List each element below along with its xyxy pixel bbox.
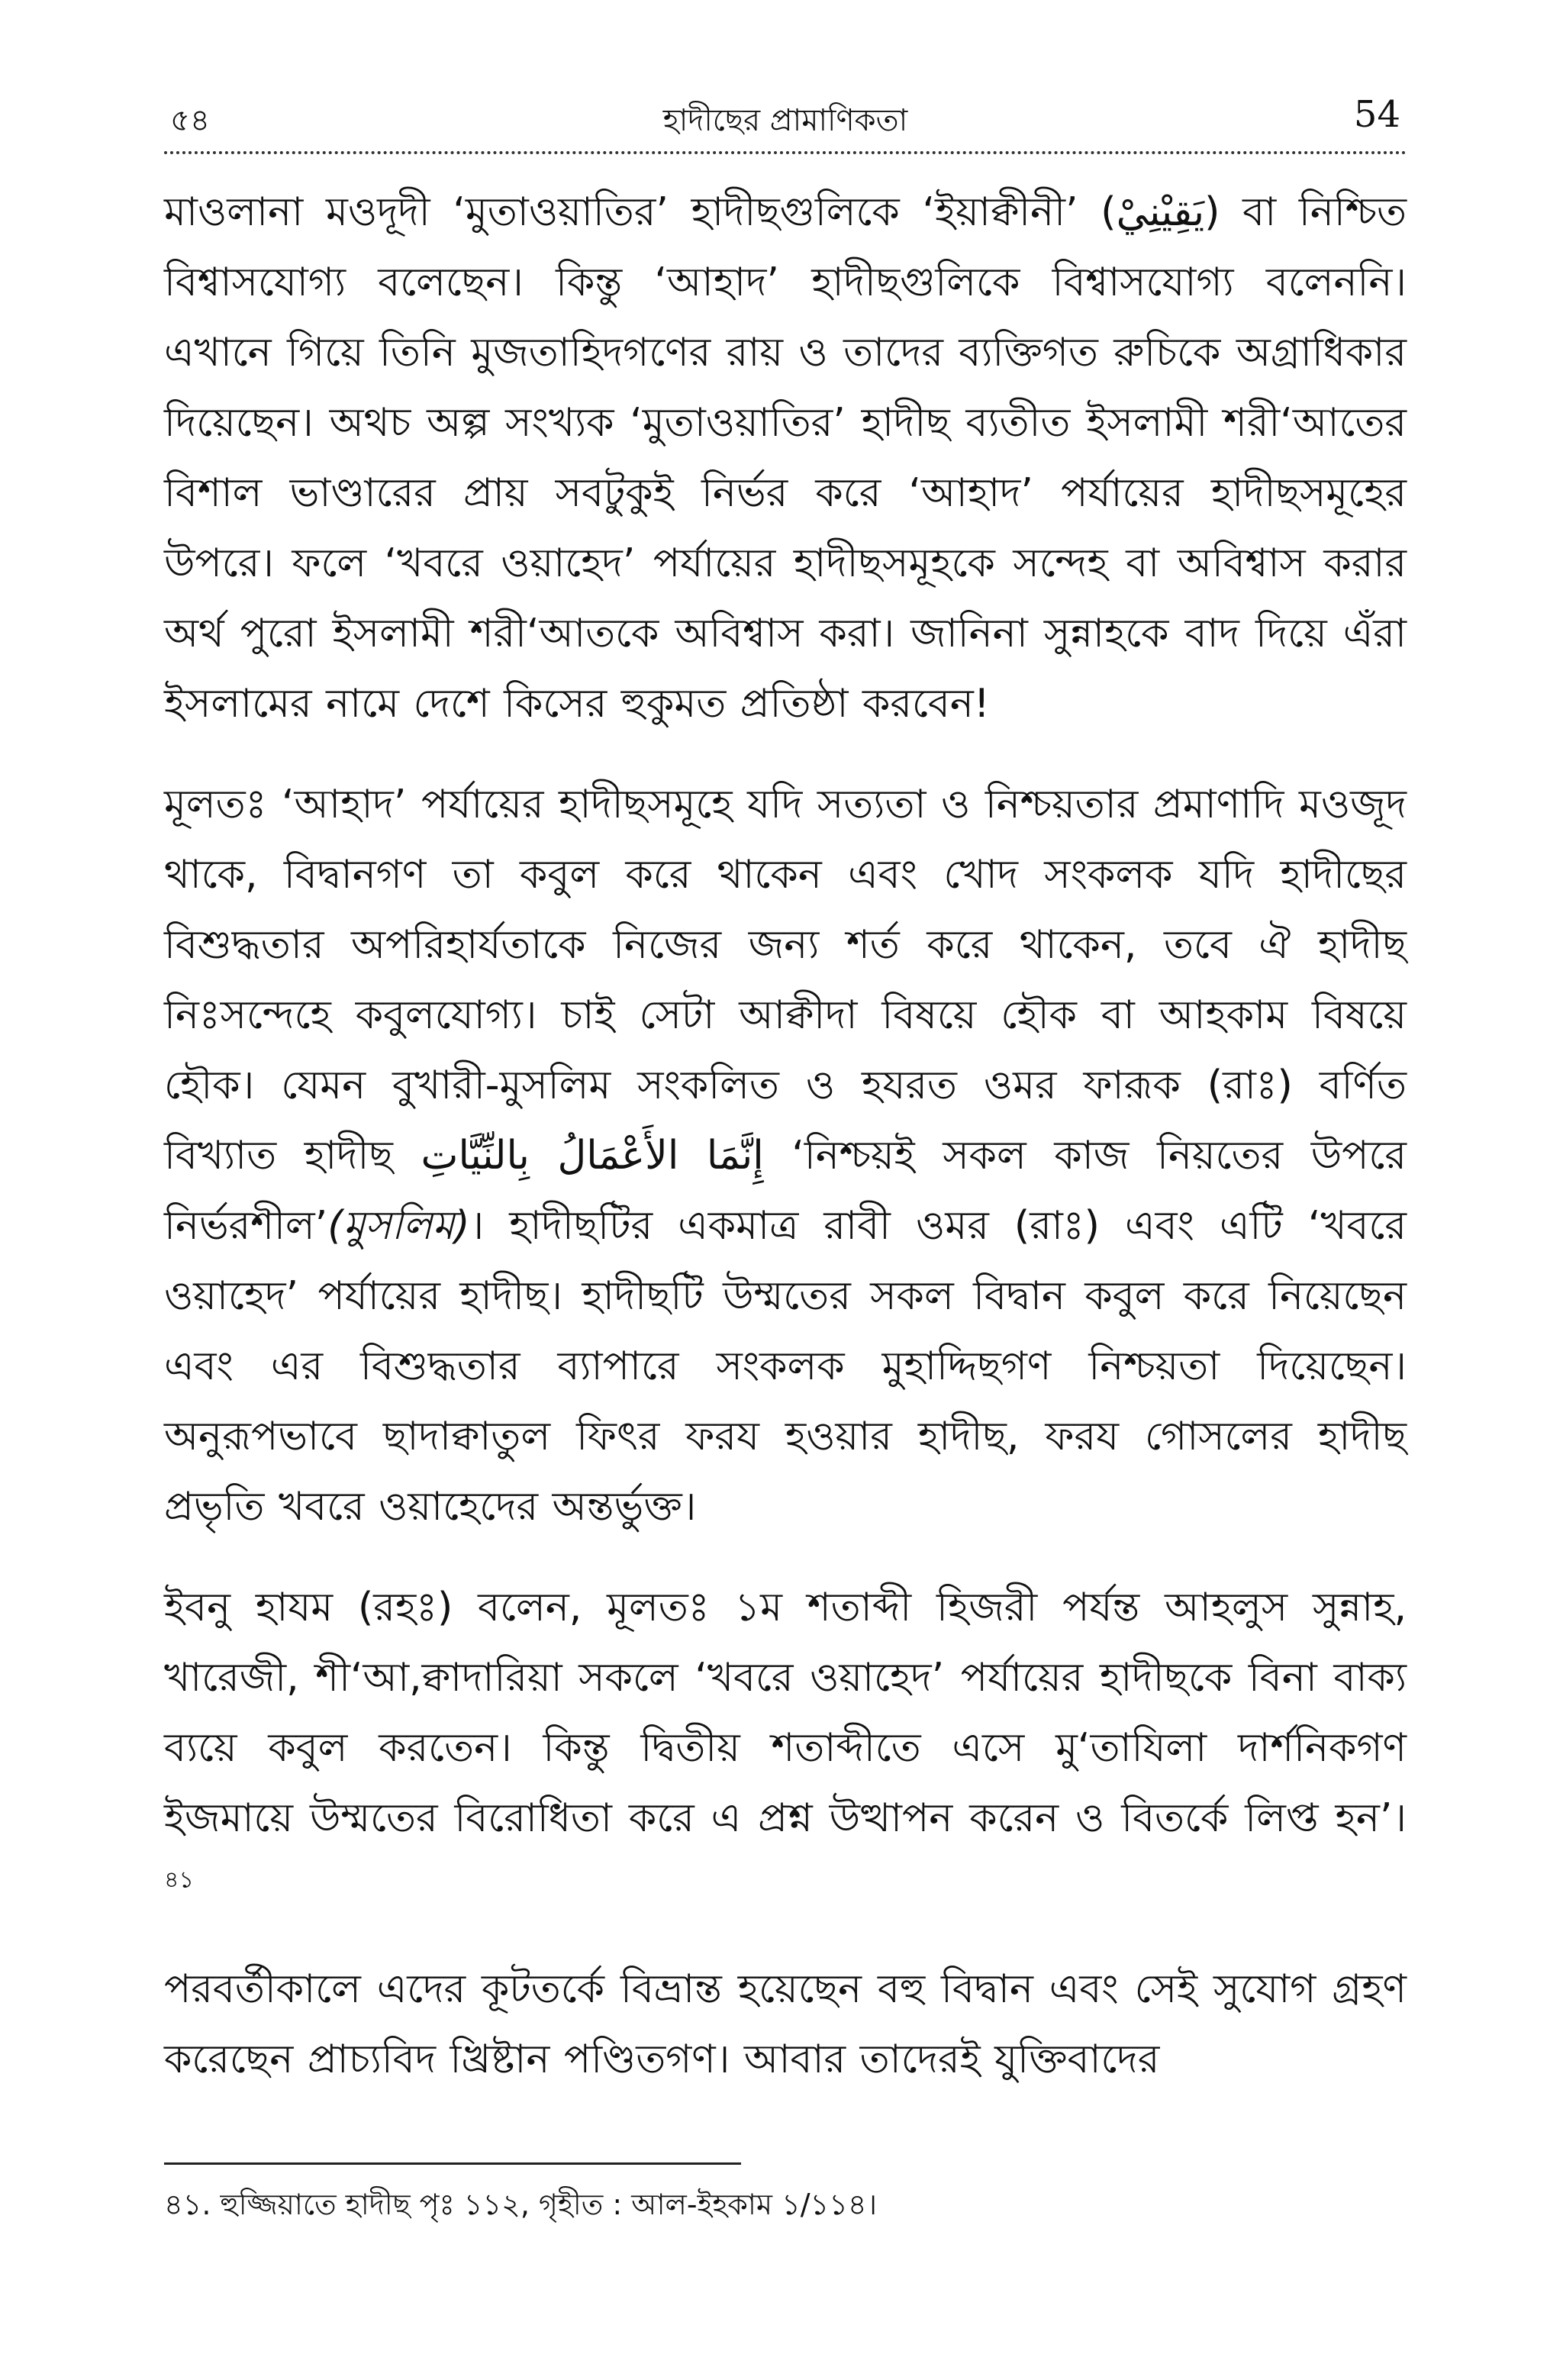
paragraph (164, 1572, 1407, 1924)
footnote-reference: ৪১ (164, 1866, 194, 1894)
page-number: 54 (1353, 93, 1400, 136)
page-header (164, 90, 1407, 154)
text-segment: ‘নিশ্চয়ই সকল কাজ নিয়তের উপরে নির্ভরশীল’ (164, 1133, 1407, 1249)
footnote: ৪১. হুজ্জিয়াতে হাদীছ পৃঃ ১১২, গৃহীত : আল-ইহকাম ১/১১৪। (164, 2188, 878, 2221)
text-segment: ) বা নিশ্চিত বিশ্বাসযোগ্য বলেছেন। কিন্তু ‘আহাদ’ হাদীছগুলিকে বিশ্বাসযোগ্য বলেননি। এখানে গিয়ে তিনি মুজতাহিদগণের রায় ও তাদের ব্যক্তিগত রুচিকে অগ্রাধিকার দিয়েছেন। অথচ অল্প সংখ্যক ‘মুতাওয়াতির’ হাদীছ ব্যতীত ইসলামী শরী‘আতের বিশাল ভাণ্ডারের প্রায় সবটুকুই নির্ভর করে ‘আহাদ’ পর্যায়ের হাদীছসমূহের উপরে। ফলে ‘খবরে ওয়াহেদ’ পর্যায়ের হাদীছসমূহকে সন্দেহ বা অবিশ্বাস করার অর্থ পুরো ইসলামী শরী‘আতকে অবিশ্বাস করা। জানিনা সুন্নাহকে বাদ দিয়ে এঁরা ইসলামের নামে দেশে কিসের হুকুমত প্রতিষ্ঠা করবেন! (164, 189, 1407, 727)
text-segment: । হাদীছটির একমাত্র রাবী ওমর (রাঃ) এবং এটি ‘খবরে ওয়াহেদ’ পর্যায়ের হাদীছ। হাদীছটি উম্মতের সকল বিদ্বান কবুল করে নিয়েছেন এবং এর বিশুদ্ধতার ব্যাপারে সংকলক মুহাদ্দিছগণ নিশ্চয়তা দিয়েছেন। অনুরূপভাবে ছাদাক্বাতুল ফিৎর ফরয হওয়ার হাদীছ, ফরয গোসলের হাদীছ প্রভৃতি খবরে ওয়াহেদের অন্তর্ভুক্ত। (164, 1203, 1407, 1530)
paragraph (164, 1954, 1407, 2095)
text-segment: মূলতঃ ‘আহাদ’ পর্যায়ের হাদীছসমূহে যদি সত্যতা ও নিশ্চয়তার প্রমাণাদি মওজূদ থাকে, বিদ্বানগণ তা কবুল করে থাকেন এবং খোদ সংকলক যদি হাদীছের বিশুদ্ধতার অপরিহার্যতাকে নিজের জন্য শর্ত করে থাকেন, তবে ঐ হাদীছ নিঃসন্দেহে কবুলযোগ্য। চাই সেটা আক্বীদা বিষয়ে হৌক বা আহকাম বিষয়ে হৌক। যেমন বুখারী-মুসলিম সংকলিত ও হযরত ওমর ফারূক (রাঃ) বর্ণিত বিখ্যাত হাদীছ (164, 782, 1407, 1179)
paragraph (164, 177, 1407, 739)
arabic-quote: يَقِيْنِيْ (1116, 189, 1205, 235)
arabic-quote: إِنَّمَا الأَعْمَالُ بِالنِّيَّاتِ (421, 1133, 764, 1179)
body-text (164, 177, 1407, 2095)
page-number-bengali: ৫৪ (170, 103, 210, 138)
running-title: হাদীছের প্রামাণিকতা (662, 103, 908, 138)
source-citation: (মুসলিম) (327, 1203, 470, 1249)
paragraph (164, 769, 1407, 1542)
text-segment: মাওলানা মওদূদী ‘মুতাওয়াতির’ হাদীছগুলিকে ‘ইয়াক্বীনী’ ( (164, 189, 1117, 235)
text-segment: পরবর্তীকালে এদের কূটতর্কে বিভ্রান্ত হয়েছেন বহু বিদ্বান এবং সেই সুযোগ গ্রহণ করেছেন প্রাচ্যবিদ খ্রিষ্টান পণ্ডিতগণ। আবার তাদেরই যুক্তিবাদের (164, 1966, 1407, 2082)
footnote-divider (164, 2162, 741, 2165)
text-segment: ইবনু হাযম (রহঃ) বলেন, মূলতঃ ১ম শতাব্দী হিজরী পর্যন্ত আহলুস সুন্নাহ, খারেজী, শী‘আ,ক্বাদারিয়া সকলে ‘খবরে ওয়াহেদ’ পর্যায়ের হাদীছকে বিনা বাক্য ব্যয়ে কবুল করতেন। কিন্তু দ্বিতীয় শতাব্দীতে এসে মু‘তাযিলা দার্শনিকগণ ইজমায়ে উম্মতের বিরোধিতা করে এ প্রশ্ন উত্থাপন করেন ও বিতর্কে লিপ্ত হন’। (164, 1585, 1407, 1841)
